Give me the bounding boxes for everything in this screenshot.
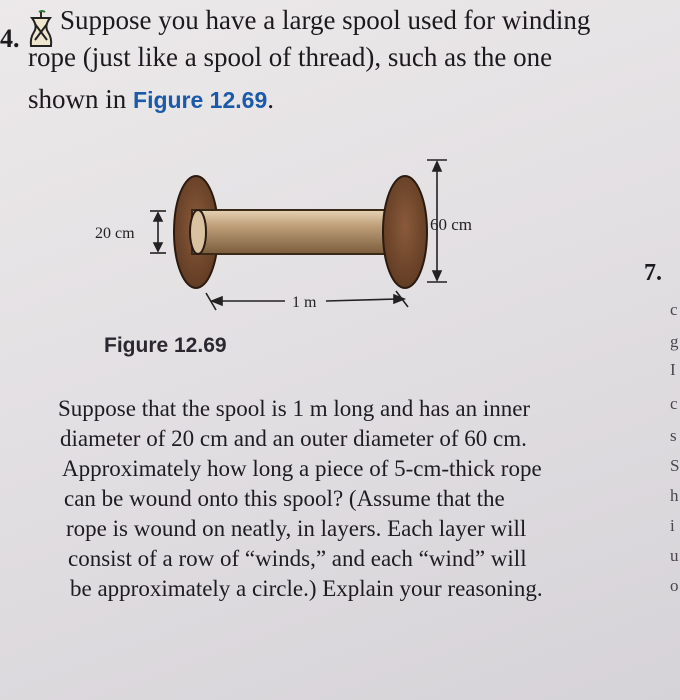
edge-char-9: u	[670, 546, 679, 565]
figure-caption: Figure 12.69	[104, 334, 227, 357]
edge-char-10: o	[670, 576, 679, 595]
right-spool-disc	[383, 176, 427, 288]
body-line-1: Suppose that the spool is 1 m long and has an inner	[58, 396, 531, 421]
length-label: 1 m	[292, 294, 317, 311]
intro-line-3-suffix: .	[267, 84, 274, 114]
axle-end-left	[190, 210, 206, 254]
body-line-7: be approximately a circle.) Explain your reasoning.	[70, 576, 543, 601]
edge-char-6: S	[670, 456, 680, 475]
edge-char-4: c	[670, 394, 678, 413]
edge-char-2: g	[670, 332, 679, 351]
body-line-2: diameter of 20 cm and an outer diameter of 60 cm.	[60, 426, 527, 451]
inner-diameter-label: 20 cm	[95, 225, 135, 242]
body-line-4: can be wound onto this spool? (Assume that the	[64, 486, 505, 511]
intro-line-1: Suppose you have a large spool used for winding	[60, 5, 591, 35]
body-line-3: Approximately how long a piece of 5-cm-thick rope	[62, 456, 542, 481]
intro-line-3-prefix: shown in	[28, 84, 127, 114]
spool-figure	[80, 150, 520, 330]
intro-line-2: rope (just like a spool of thread), such as the one	[28, 42, 553, 72]
intro-line-3	[28, 84, 274, 115]
edge-char-8: i	[670, 516, 675, 535]
edge-char-7: h	[670, 486, 679, 505]
spool-axle	[192, 210, 406, 254]
body-line-5: rope is wound on neatly, in layers. Each layer will	[66, 516, 527, 541]
inner-diameter-marker	[150, 211, 166, 253]
edge-char-5: s	[670, 426, 677, 445]
edge-char-3: I	[670, 360, 676, 379]
outer-diameter-label: 60 cm	[430, 215, 473, 234]
next-problem-number: 7.	[644, 260, 662, 286]
figure-reference: Figure 12.69	[133, 87, 268, 113]
body-line-6: consist of a row of “winds,” and each “wind” will	[68, 546, 527, 571]
edge-char-1: c	[670, 300, 678, 319]
problem-number: 4.	[0, 24, 20, 53]
